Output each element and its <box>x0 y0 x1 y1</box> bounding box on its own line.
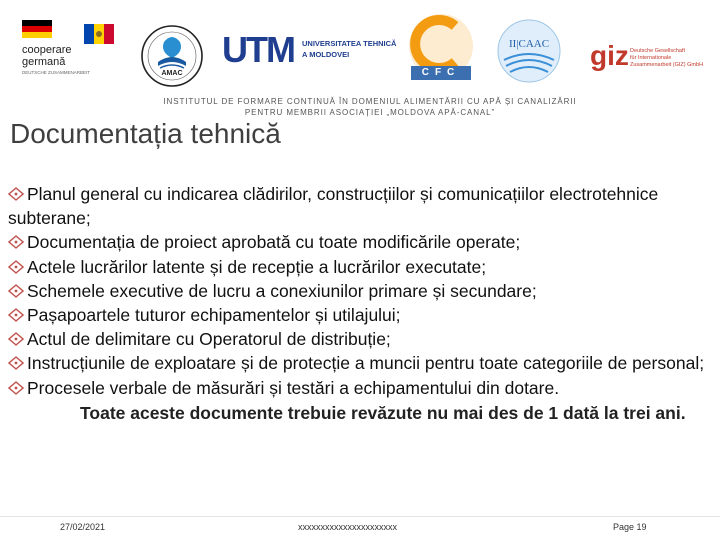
page-title: Documentația tehnică <box>10 118 281 149</box>
giz-logo <box>590 40 710 80</box>
document-list <box>8 182 708 425</box>
institute-line-1: INSTITUTUL DE FORMARE CONTINUĂ ÎN DOMENIUL ALIMENTĂRII CU APĂ ȘI CANALIZĂRII <box>163 97 577 106</box>
list-item <box>8 230 708 254</box>
logo-bar <box>0 0 720 98</box>
amac-logo <box>140 24 204 88</box>
giz-letters: giz <box>590 40 629 71</box>
diamond-bullet-icon <box>8 260 24 274</box>
list-item <box>8 279 708 303</box>
diamond-bullet-icon <box>8 187 24 201</box>
list-item-text: Actele lucrărilor latente și de recepție a lucrărilor executate; <box>27 256 487 277</box>
diamond-bullet-icon <box>8 284 24 298</box>
giz-text-2: für Internationale <box>630 55 672 61</box>
utm-text-1: UNIVERSITATEA TEHNICĂ <box>302 39 397 48</box>
list-item-text: Documentația de proiect aprobată cu toate modificările operate; <box>27 232 521 253</box>
cfc-label: CFC <box>421 67 461 78</box>
review-note-text: Toate aceste documente trebuie revăzute nu mai des de 1 dată la trei ani. <box>80 402 686 423</box>
institute-header <box>150 96 590 118</box>
utm-logo <box>222 29 397 72</box>
list-item-text: Planul general cu indicarea clădirilor, construcțiilor și comunicațiilor electrotehnice subterane; <box>8 184 659 229</box>
list-item <box>8 255 708 279</box>
list-item-text: Actul de delimitare cu Operatorul de distribuție; <box>27 329 391 350</box>
iicaac-logo <box>496 18 562 84</box>
list-item-text: Pașapoartele tuturor echipamentelor și utilajului; <box>27 305 401 326</box>
footer-divider <box>0 516 720 517</box>
utm-text-2: A MOLDOVEI <box>302 50 350 59</box>
list-item-text: Instrucțiunile de exploatare și de protecție a muncii pentru toate categoriile de personal; <box>27 353 705 374</box>
diamond-bullet-icon <box>8 332 24 346</box>
list-item <box>8 351 708 375</box>
list-item <box>8 303 708 327</box>
iicaac-label: II|CAAC <box>508 38 550 50</box>
list-item-text: Procesele verbale de măsurări și testări a echipamentului din dotare. <box>27 377 560 398</box>
diamond-bullet-icon <box>8 308 24 322</box>
cooperare-text-1: cooperare <box>22 44 72 56</box>
list-item-text: Schemele executive de lucru a conexiunilor primare și secundare; <box>27 280 537 301</box>
list-item <box>8 376 708 400</box>
giz-text-3: Zusammenarbeit (GIZ) GmbH <box>630 62 704 68</box>
iicaac-emblem-icon <box>496 18 562 84</box>
footer-page: Page 19 <box>613 522 647 532</box>
utm-letters: UTM <box>222 29 294 70</box>
list-item <box>8 327 708 351</box>
list-item <box>8 182 708 230</box>
cooperare-text-3: DEUTSCHE ZUSAMMENARBEIT <box>22 70 91 75</box>
cooperare-text-2: germană <box>22 56 66 68</box>
amac-emblem-icon <box>140 24 204 88</box>
amac-label: AMAC <box>161 70 183 77</box>
footer-center: xxxxxxxxxxxxxxxxxxxxxx <box>298 522 397 532</box>
diamond-bullet-icon <box>8 235 24 249</box>
institute-line-2: PENTRU MEMBRII ASOCIAȚIEI „MOLDOVA APĂ-CANAL” <box>244 108 496 117</box>
cfc-logo <box>405 12 477 84</box>
giz-text-1: Deutsche Gesellschaft <box>630 48 686 54</box>
diamond-bullet-icon <box>8 381 24 395</box>
cooperare-germana-logo <box>18 20 118 78</box>
footer-date: 27/02/2021 <box>60 522 106 532</box>
diamond-bullet-icon <box>8 356 24 370</box>
review-note <box>8 402 708 425</box>
